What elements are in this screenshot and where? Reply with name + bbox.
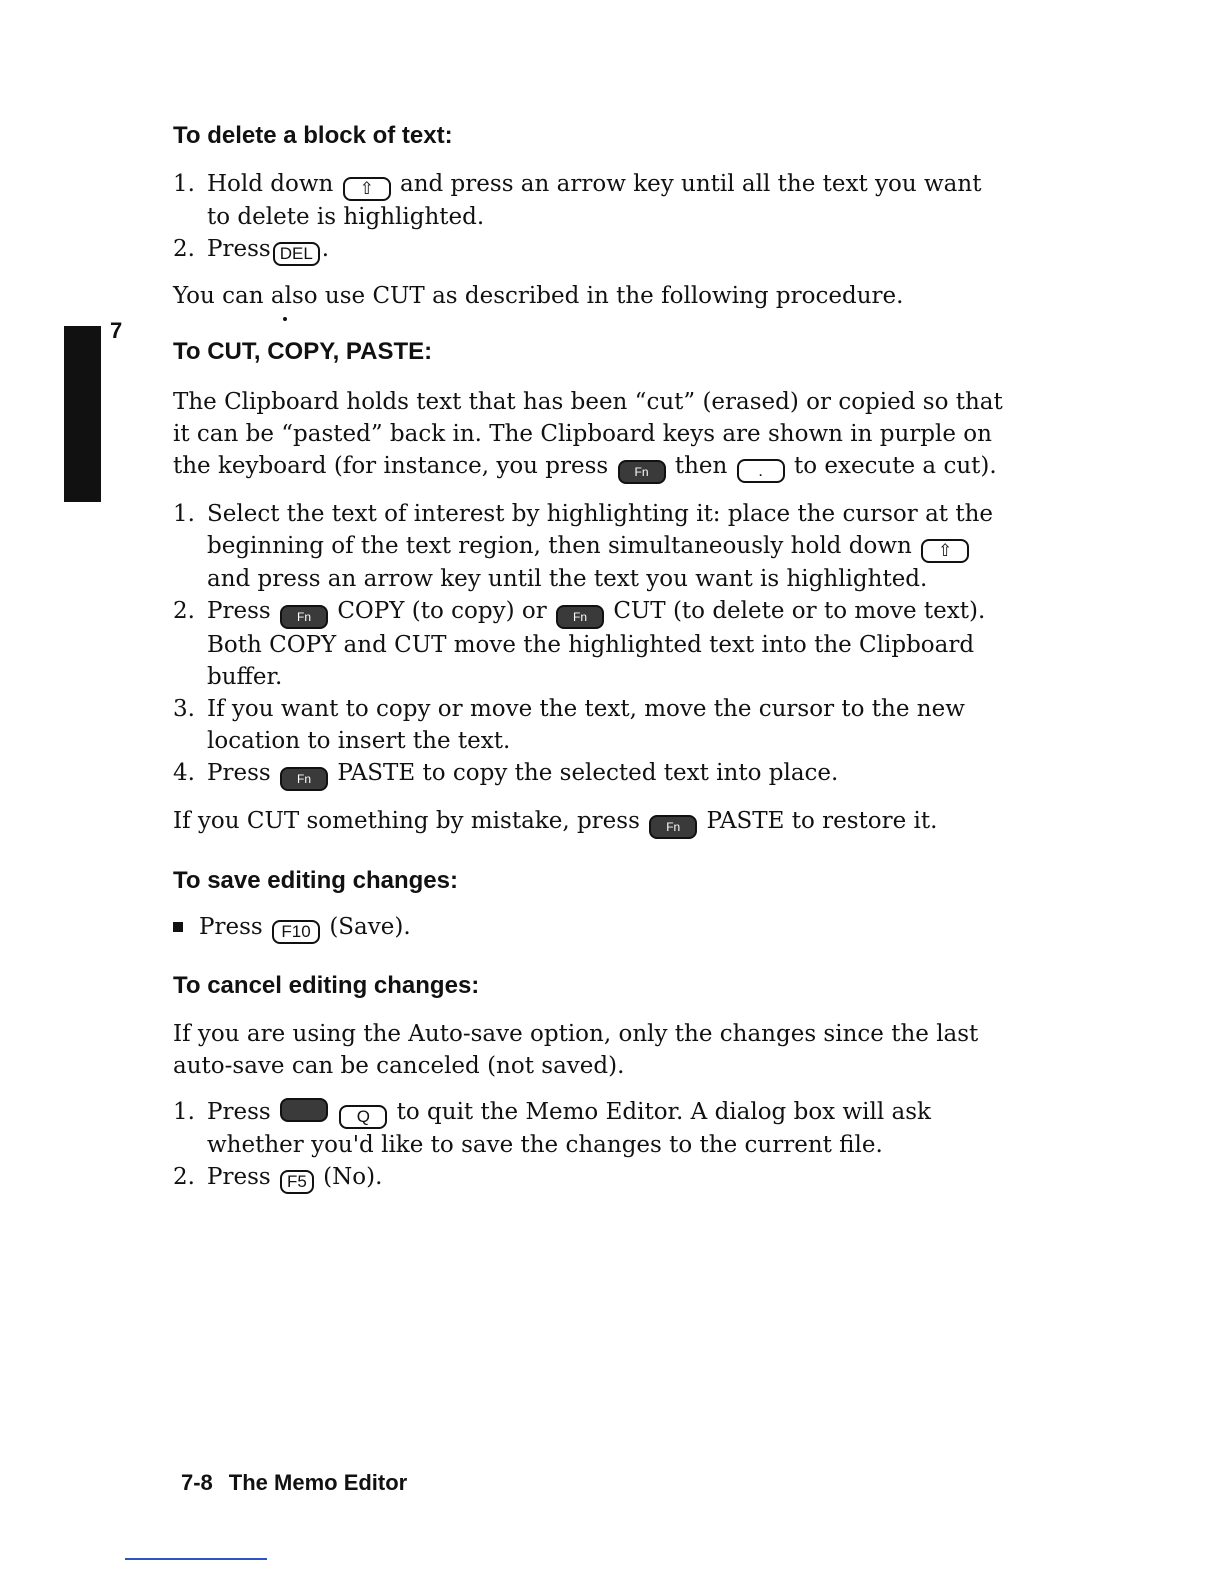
- fn-key-icon: Fn: [280, 767, 328, 791]
- clipboard-step-3: 3. If you want to copy or move the text, move the cursor to the new location to insert the text.: [173, 696, 965, 754]
- cancel-intro: If you are using the Auto-save option, only the changes since the last auto-save can be canceled (not saved).: [173, 1021, 979, 1079]
- page-footer: [181, 1470, 407, 1496]
- cancel-steps: [173, 1096, 1003, 1194]
- heading-cancel: To cancel editing changes:: [173, 972, 480, 999]
- period-key-icon: .: [737, 459, 785, 483]
- shift-key-icon: ⇧: [921, 539, 969, 563]
- heading-save: To save editing changes:: [173, 867, 458, 894]
- chapter-tab-marker: [64, 326, 101, 502]
- footer-rule: [125, 1558, 267, 1560]
- delete-step-1: 1. Hold down ⇧ and press an arrow key until all the text you want to delete is highlighted.: [173, 171, 982, 230]
- chapter-number: 7: [110, 318, 123, 343]
- f10-key-icon: F10: [272, 920, 320, 944]
- q-key-icon: Q: [339, 1105, 387, 1129]
- heading-cut-copy-paste: To CUT, COPY, PASTE:: [173, 338, 433, 365]
- delete-step-2: 2. Press DEL .: [173, 233, 1003, 266]
- chapter-title: The Memo Editor: [228, 1470, 408, 1495]
- save-item: Press F10 (Save).: [173, 911, 1003, 944]
- fn-key-icon: Fn: [280, 605, 328, 629]
- fn-key-icon: Fn: [618, 460, 666, 484]
- clipboard-steps: [173, 498, 1003, 791]
- bullet-icon: [173, 922, 183, 932]
- del-key-icon: DEL: [273, 242, 320, 266]
- delete-note: You can also use CUT as described in the following procedure.: [173, 283, 904, 309]
- clipboard-step-1: 1. Select the text of interest by highlighting it: place the cursor at the beginning of the text region, then simultaneously hold down ⇧ and press an arrow key until the text you want is highlighted.: [173, 501, 994, 592]
- clipboard-step-4: 4. Press Fn PASTE to copy the selected text into place.: [173, 757, 1003, 791]
- clipboard-step-2: 2. Press Fn COPY (to copy) or Fn CUT (to delete or to move text). Both COPY and CUT move the highlighted text into the Clipboard buffer.: [173, 598, 986, 690]
- heading-delete-block: To delete a block of text:: [173, 122, 453, 149]
- cancel-step-2: 2. Press F5 (No).: [173, 1161, 1003, 1194]
- shift-key-icon: ⇧: [343, 177, 391, 201]
- clipboard-intro: The Clipboard holds text that has been “cut” (erased) or copied so that it can be “pasted” back in. The Clipboard keys are shown in purple on the keyboard (for instance, you press Fn then . to execute a cut).: [173, 386, 1003, 484]
- mistake-note: If you CUT something by mistake, press Fn PASTE to restore it.: [173, 805, 1003, 839]
- page-content: [173, 118, 1003, 1194]
- delete-steps: [173, 168, 1003, 266]
- section-delete-block: [173, 118, 1003, 312]
- f5-key-icon: F5: [280, 1170, 314, 1194]
- cancel-step-1: 1. Press Q to quit the Memo Editor. A dialog box will ask whether you'd like to save the changes to the current file.: [173, 1099, 931, 1158]
- section-cancel: [173, 968, 1003, 1194]
- fn-key-icon: Fn: [556, 605, 604, 629]
- section-save: [173, 863, 1003, 944]
- section-cut-copy-paste: [173, 334, 1003, 839]
- page-number: 7-8: [181, 1470, 213, 1495]
- fn-key-icon: Fn: [649, 815, 697, 839]
- menu-key-icon: [280, 1098, 328, 1122]
